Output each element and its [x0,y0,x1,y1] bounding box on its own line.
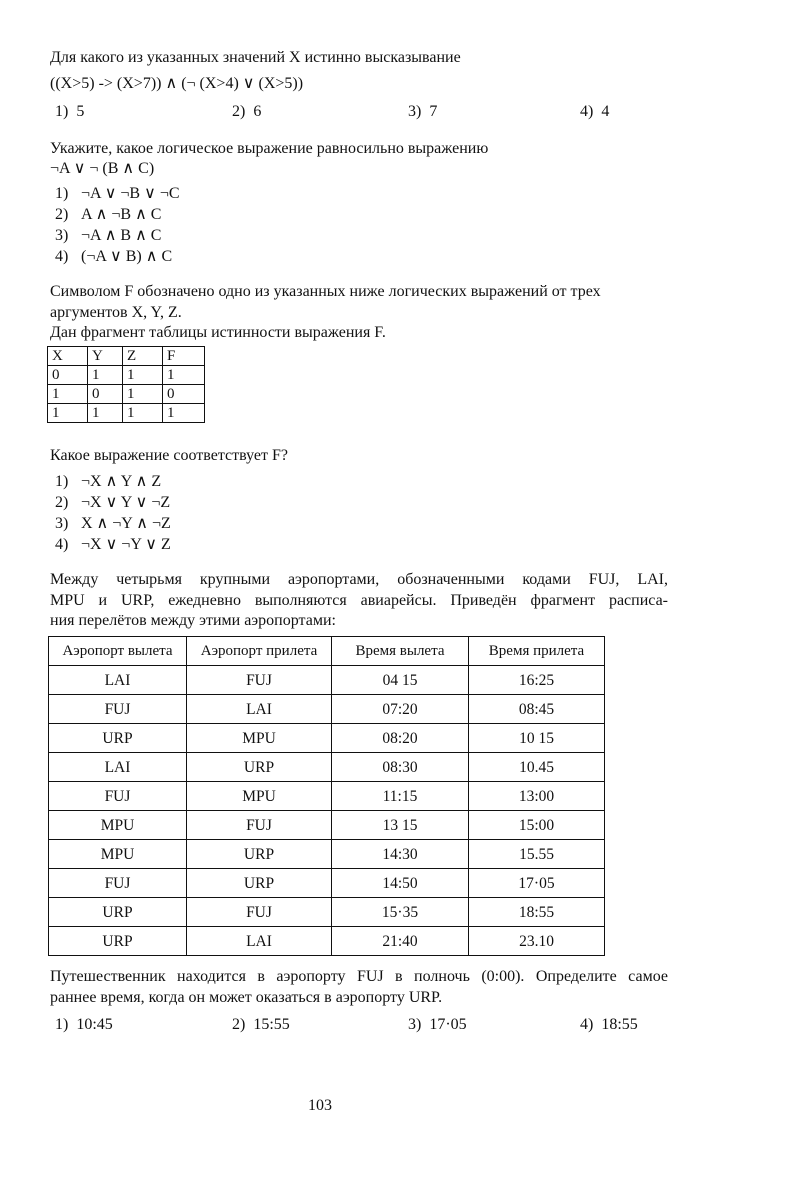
option-text: ¬X ∨ Y ∨ ¬Z [81,494,171,511]
table-cell: 11:15 [332,782,469,811]
table-cell: 0 [163,385,205,404]
task3-intro-line2: аргументов X, Y, Z. [50,304,182,321]
task3-intro-line3: Дан фрагмент таблицы истинности выражения F. [50,324,386,341]
table-cell: 1 [48,385,88,404]
header-cell: X [48,347,88,366]
flight-table-header [49,637,605,666]
option-text: 15:55 [253,1016,290,1033]
table-cell: 1 [88,404,123,423]
task4-intro-line2: MPU и URP, ежедневно выполняются авиарейсы. Приведён фрагмент расписа- [50,592,668,609]
table-cell: 13:00 [469,782,605,811]
table-cell: LAI [49,753,187,782]
flight-row [49,927,605,956]
table-cell: FUJ [49,782,187,811]
flight-row [49,695,605,724]
table-cell: 15:00 [469,811,605,840]
option-text: ¬X ∨ ¬Y ∨ Z [81,536,171,553]
truth-table-row [48,385,205,404]
option-number: 4) [580,1016,594,1033]
table-cell: MPU [187,782,332,811]
table-cell: 23.10 [469,927,605,956]
table-cell: FUJ [49,869,187,898]
truth-table-row [48,366,205,385]
table-cell: 08:30 [332,753,469,782]
table-cell: URP [49,898,187,927]
option-text: ¬A ∧ B ∧ C [81,227,162,244]
flight-row [49,782,605,811]
header-cell: Z [123,347,163,366]
table-cell: 1 [163,366,205,385]
option-number: 3) [408,1016,422,1033]
table-cell: 10 15 [469,724,605,753]
table-cell: 1 [123,385,163,404]
table-cell: 21:40 [332,927,469,956]
task2-expression: ¬A ∨ ¬ (B ∧ C) [50,160,155,177]
table-cell: URP [49,927,187,956]
option-text: A ∧ ¬B ∧ C [81,206,162,223]
option-number: 1) [55,1016,69,1033]
table-cell: 0 [88,385,123,404]
task4-intro-line3: ния перелётов между этими аэропортами: [50,612,336,629]
header-cell: F [163,347,205,366]
task2-option-2 [55,204,161,225]
option-number: 2) [232,1016,246,1033]
table-cell: 1 [123,366,163,385]
option-number: 4) [55,536,69,553]
flight-row [49,724,605,753]
option-text: 17·05 [429,1016,467,1033]
option-text: 10:45 [76,1016,113,1033]
flight-schedule-table [48,636,605,956]
task3-question: Какое выражение соответствует F? [50,447,289,464]
table-cell: MPU [187,724,332,753]
header-arrival-airport: Аэропорт прилета [187,637,332,666]
table-cell: 13 15 [332,811,469,840]
flight-table-body [49,666,605,956]
flight-row [49,811,605,840]
flight-row [49,666,605,695]
option-number: 3) [55,227,69,244]
table-cell: 10.45 [469,753,605,782]
option-text: 7 [429,103,438,120]
task2-option-3 [55,225,161,246]
table-cell: 1 [163,404,205,423]
option-number: 3) [55,515,69,532]
table-cell: 15·35 [332,898,469,927]
option-text: ¬X ∧ Y ∧ Z [81,473,162,490]
table-cell: URP [187,840,332,869]
option-text: 18:55 [601,1016,638,1033]
table-cell: URP [187,869,332,898]
option-number: 4) [580,103,594,120]
option-number: 1) [55,473,69,490]
table-cell: 0 [48,366,88,385]
option-text: 6 [253,103,262,120]
task4-option-2 [232,1014,290,1035]
task3-option-3 [55,513,171,534]
task1-question: Для какого из указанных значений X истинно высказывание [50,49,461,66]
table-cell: MPU [49,811,187,840]
task4-intro-line1: Между четырьмя крупными аэропортами, обозначенными кодами FUJ, LAI, [50,571,668,588]
table-cell: 1 [48,404,88,423]
table-cell: 14:30 [332,840,469,869]
table-cell: LAI [187,695,332,724]
task4-question-line1: Путешественник находится в аэропорту FUJ в полночь (0:00). Определите самое [50,968,668,985]
table-cell: 17·05 [469,869,605,898]
task4-option-4 [580,1014,638,1035]
table-cell: 1 [88,366,123,385]
option-number: 3) [408,103,422,120]
option-number: 2) [55,494,69,511]
flight-row [49,898,605,927]
task4-option-1 [55,1014,113,1035]
task1-option-1 [55,101,84,122]
table-cell: 14:50 [332,869,469,898]
option-text: X ∧ ¬Y ∧ ¬Z [81,515,171,532]
option-number: 2) [232,103,246,120]
table-cell: 15.55 [469,840,605,869]
table-cell: FUJ [49,695,187,724]
truth-table-header [48,347,205,366]
table-cell: LAI [49,666,187,695]
option-number: 2) [55,206,69,223]
task2-question: Укажите, какое логическое выражение равносильно выражению [50,140,489,157]
task2-option-1 [55,183,180,204]
truth-table [47,346,205,423]
option-text: 4 [601,103,610,120]
table-cell: FUJ [187,666,332,695]
truth-table-row [48,404,205,423]
table-cell: 18:55 [469,898,605,927]
table-cell: URP [49,724,187,753]
task1-option-3 [408,101,437,122]
option-text: ¬A ∨ ¬B ∨ ¬C [81,185,180,202]
option-text: 5 [76,103,85,120]
header-departure-airport: Аэропорт вылета [49,637,187,666]
table-cell: FUJ [187,898,332,927]
table-cell: 07:20 [332,695,469,724]
flight-row [49,869,605,898]
task3-option-2 [55,492,170,513]
table-cell: 08:45 [469,695,605,724]
header-arrival-time: Время прилета [469,637,605,666]
flight-row [49,753,605,782]
task1-expression: ((X>5) -> (X>7)) ∧ (¬ (X>4) ∨ (X>5)) [50,75,304,92]
table-cell: MPU [49,840,187,869]
table-cell: 1 [123,404,163,423]
task1-option-4 [580,101,609,122]
header-cell: Y [88,347,123,366]
flight-row [49,840,605,869]
table-cell: 16:25 [469,666,605,695]
table-cell: 08:20 [332,724,469,753]
table-cell: URP [187,753,332,782]
option-text: (¬A ∨ B) ∧ C [81,248,173,265]
task4-question-line2: раннее время, когда он может оказаться в аэропорту URP. [50,989,443,1006]
table-cell: LAI [187,927,332,956]
task3-option-4 [55,534,171,555]
task3-intro-line1: Символом F обозначено одно из указанных ниже логических выражений от трех [50,283,601,300]
page-number: 103 [308,1097,332,1114]
option-number: 1) [55,185,69,202]
option-number: 1) [55,103,69,120]
header-departure-time: Время вылета [332,637,469,666]
table-cell: FUJ [187,811,332,840]
task4-option-3 [408,1014,467,1035]
option-number: 4) [55,248,69,265]
task2-option-4 [55,246,172,267]
table-cell: 04 15 [332,666,469,695]
task1-option-2 [232,101,261,122]
task3-option-1 [55,471,161,492]
